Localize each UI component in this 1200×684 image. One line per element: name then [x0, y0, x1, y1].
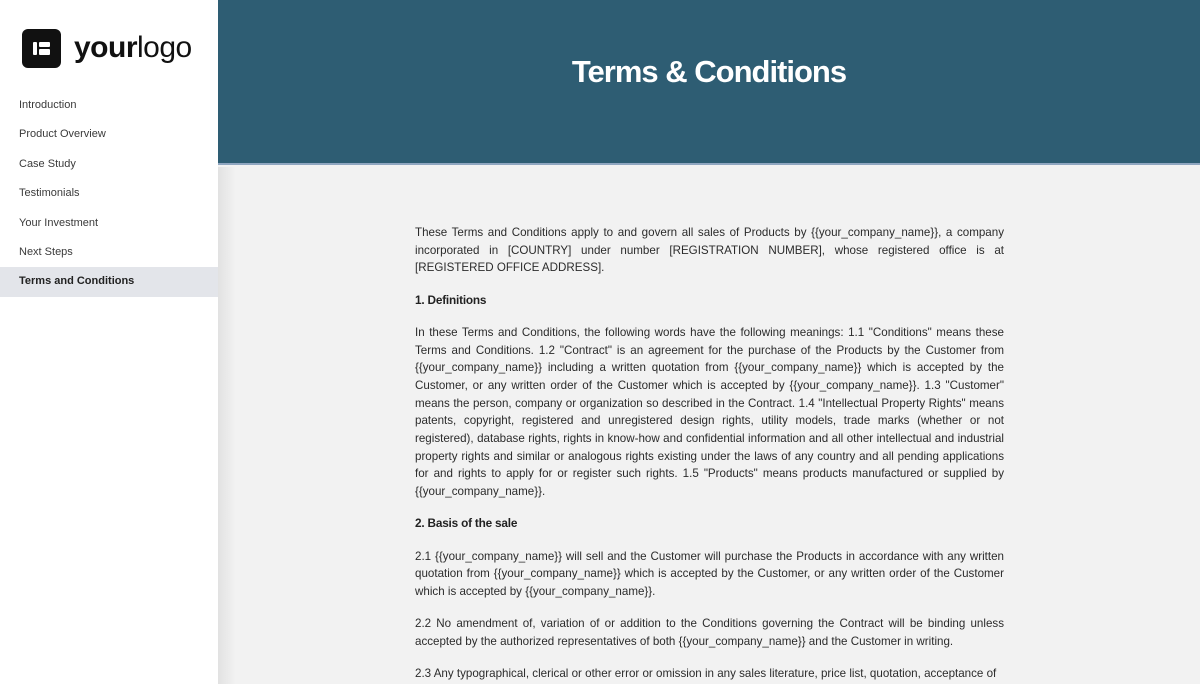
sidebar-item-testimonials[interactable]: Testimonials: [19, 187, 80, 200]
sidebar-item-case-study[interactable]: Case Study: [19, 157, 76, 170]
clause-2-3: 2.3 Any typographical, clerical or other error or omission in any sales literature, price list, quotation, acceptance of: [415, 667, 997, 681]
sidebar-nav: [0, 91, 218, 297]
hero-banner: [218, 0, 1200, 165]
logo[interactable]: [22, 28, 192, 68]
logo-text-light: logo: [137, 31, 192, 64]
clause-2-1: 2.1 {{your_company_name}} will sell and the Customer will purchase the Products in accordance with any written quotation from {{your_company_name}} which is accepted by the Customer, or any written order of the Customer which is accepted by {{your_company_name}}.: [415, 549, 1004, 598]
sidebar-shadow: [218, 167, 236, 684]
layout-panel-icon: [22, 29, 61, 68]
sidebar-item-introduction[interactable]: Introduction: [19, 99, 77, 111]
section-heading-basis-of-sale: 2. Basis of the sale: [415, 516, 518, 531]
section-heading-definitions: 1. Definitions: [415, 292, 487, 307]
sidebar-item-next-steps[interactable]: Next Steps: [19, 245, 73, 258]
logo-text: [74, 33, 192, 63]
sidebar-item-your-investment[interactable]: Your Investment: [19, 216, 99, 229]
sidebar-item-terms-and-conditions[interactable]: Terms and Conditions: [0, 267, 218, 296]
definitions-paragraph: In these Terms and Conditions, the following words have the following meanings: 1.1 "Conditions" means these Terms and Conditions. 1.2 "Contract" is an agreement for the purchase of the Products by the Customer from {{your_company_name}} including a written quotation from {{your_company_name}} which is accepted by the Customer, or any written order of the Customer which is accepted by {{your_company_name}}. 1.3 "Customer" means the person, company or organization so described in the Contract. 1.4 "Intellectual Property Rights" means patents, copyright, registered and unregistered design rights, utility models, trade marks (whether or not registered), database rights, rights in know-how and confidential information and all other intellectual and industrial property rights and similar or analogous rights existing under the laws of any country and all pending applications for and rights to apply for or register such rights. 1.5 "Products" means products manufactured or supplied by {{your_company_name}}.: [415, 325, 1004, 499]
clause-2-2: 2.2 No amendment of, variation of or addition to the Conditions governing the Contract will be binding unless accepted by the authorized representatives of both {{your_company_name}} and the Customer in writing.: [415, 617, 1004, 648]
page-title: Terms & Conditions: [571, 54, 847, 89]
sidebar: [0, 0, 218, 684]
intro-paragraph: These Terms and Conditions apply to and govern all sales of Products by {{your_company_name}}, a company incorporated in [COUNTRY] under number [REGISTRATION NUMBER], whose registered office is at [REGISTERED OFFICE ADDRESS].: [415, 226, 1004, 275]
sidebar-item-product-overview[interactable]: Product Overview: [19, 128, 106, 141]
logo-text-bold: your: [74, 31, 138, 64]
terms-content: [415, 224, 1004, 684]
